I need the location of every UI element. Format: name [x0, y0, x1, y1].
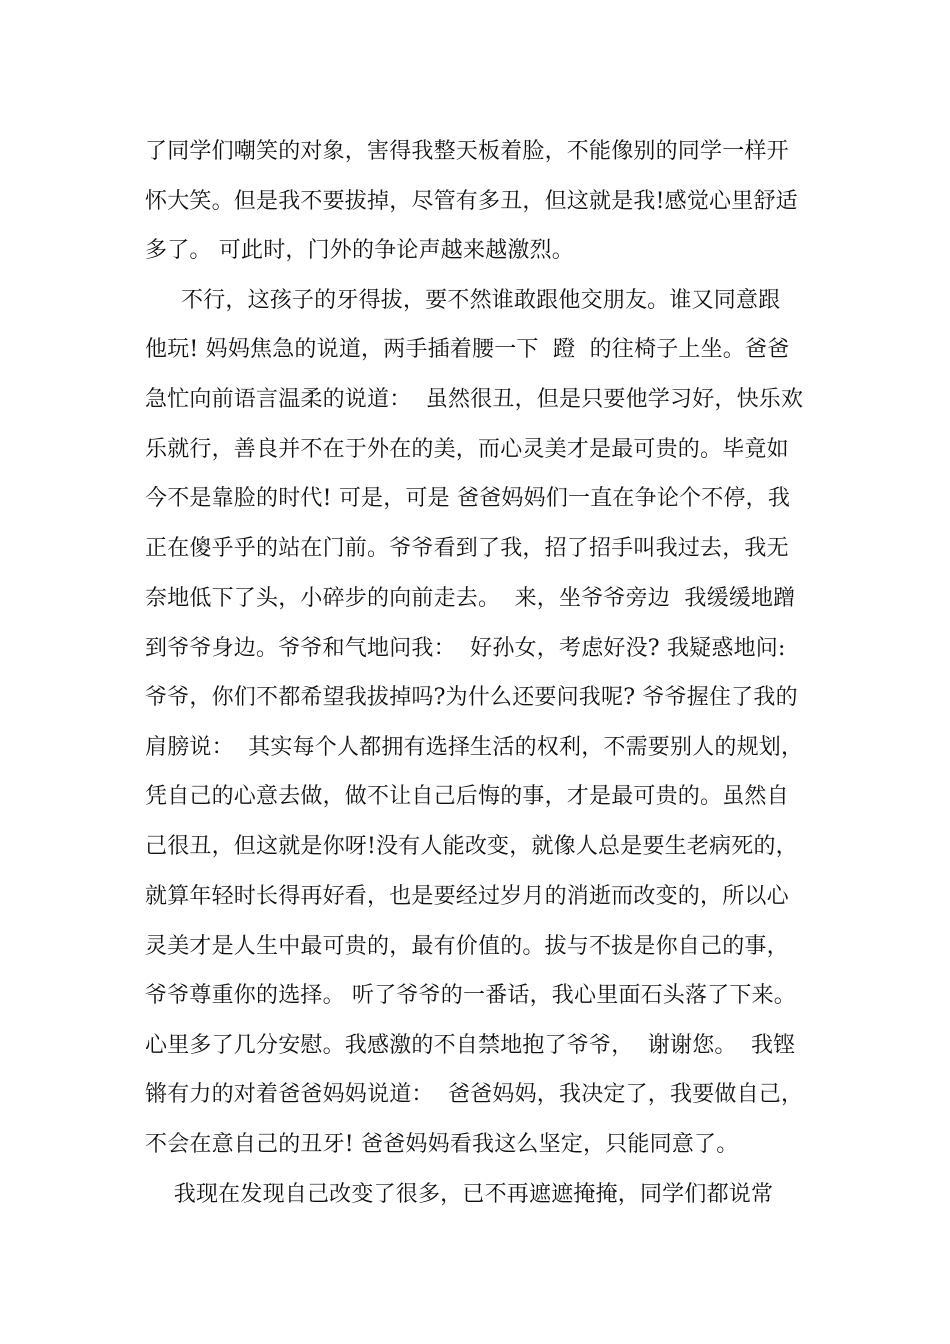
text-line: 爷爷尊重你的选择。 听了爷爷的一番话，我心里面石头落了下来。 — [145, 983, 796, 1008]
text-line: 凭自己的心意去做，做不让自己后悔的事，才是最可贵的。虽然自 — [145, 784, 789, 809]
text-line: 爷爷，你们不都希望我拔掉吗?为什么还要问我呢? 爷爷握住了我的 — [145, 685, 798, 710]
text-line: 我现在发现自己改变了很多，已不再遮遮掩掩，同学们都说常 — [145, 1182, 774, 1207]
text-line: 乐就行，善良并不在于外在的美，而心灵美才是最可贵的。毕竟如 — [145, 437, 789, 462]
text-line: 就算年轻时长得再好看，也是要经过岁月的消逝而改变的，所以心 — [145, 884, 789, 909]
text-line: 今不是靠脸的时代! 可是，可是 爸爸妈妈们一直在争论个不停，我 — [145, 486, 791, 511]
text-line: 不会在意自己的丑牙! 爸爸妈妈看我这么坚定，只能同意了。 — [145, 1132, 739, 1157]
text-line: 锵有力的对着爸爸妈妈说道： 爸爸妈妈，我决定了，我要做自己， — [145, 1082, 804, 1107]
text-line: 己很丑，但这就是你呀!没有人能改变，就像人总是要生老病死的， — [145, 834, 798, 859]
text-line: 灵美才是人生中最可贵的，最有价值的。拔与不拔是你自己的事， — [145, 934, 789, 959]
text-line: 不行，这孩子的牙得拔，要不然谁敢跟他交朋友。谁又同意跟 — [145, 288, 781, 313]
text-line: 奈地低下了头，小碎步的向前走去。 来，坐爷爷旁边 我缓缓地蹭 — [145, 586, 796, 611]
text-line: 怀大笑。但是我不要拔掉，尽管有多丑，但这就是我!感觉心里舒适 — [145, 189, 798, 214]
text-line: 心里多了几分安慰。我感激的不自禁地抱了爷爷， 谢谢您。 我铿 — [145, 1033, 796, 1058]
text-line: 急忙向前语言温柔的说道： 虽然很丑，但是只要他学习好，快乐欢 — [145, 387, 804, 412]
text-line: 多了。 可此时，门外的争论声越来越激烈。 — [145, 238, 574, 263]
text-line: 了同学们嘲笑的对象，害得我整天板着脸，不能像别的同学一样开 — [145, 139, 789, 164]
text-line: 到爷爷身边。爷爷和气地问我： 好孙女，考虑好没? 我疑惑地问: — [145, 636, 786, 661]
text-line: 正在傻乎乎的站在门前。爷爷看到了我，招了招手叫我过去，我无 — [145, 536, 789, 561]
text-line: 肩膀说： 其实每个人都拥有选择生活的权利，不需要别人的规划， — [145, 735, 804, 760]
text-line: 他玩! 妈妈焦急的说道，两手插着腰一下 蹬 的往椅子上坐。爸爸 — [145, 337, 790, 362]
